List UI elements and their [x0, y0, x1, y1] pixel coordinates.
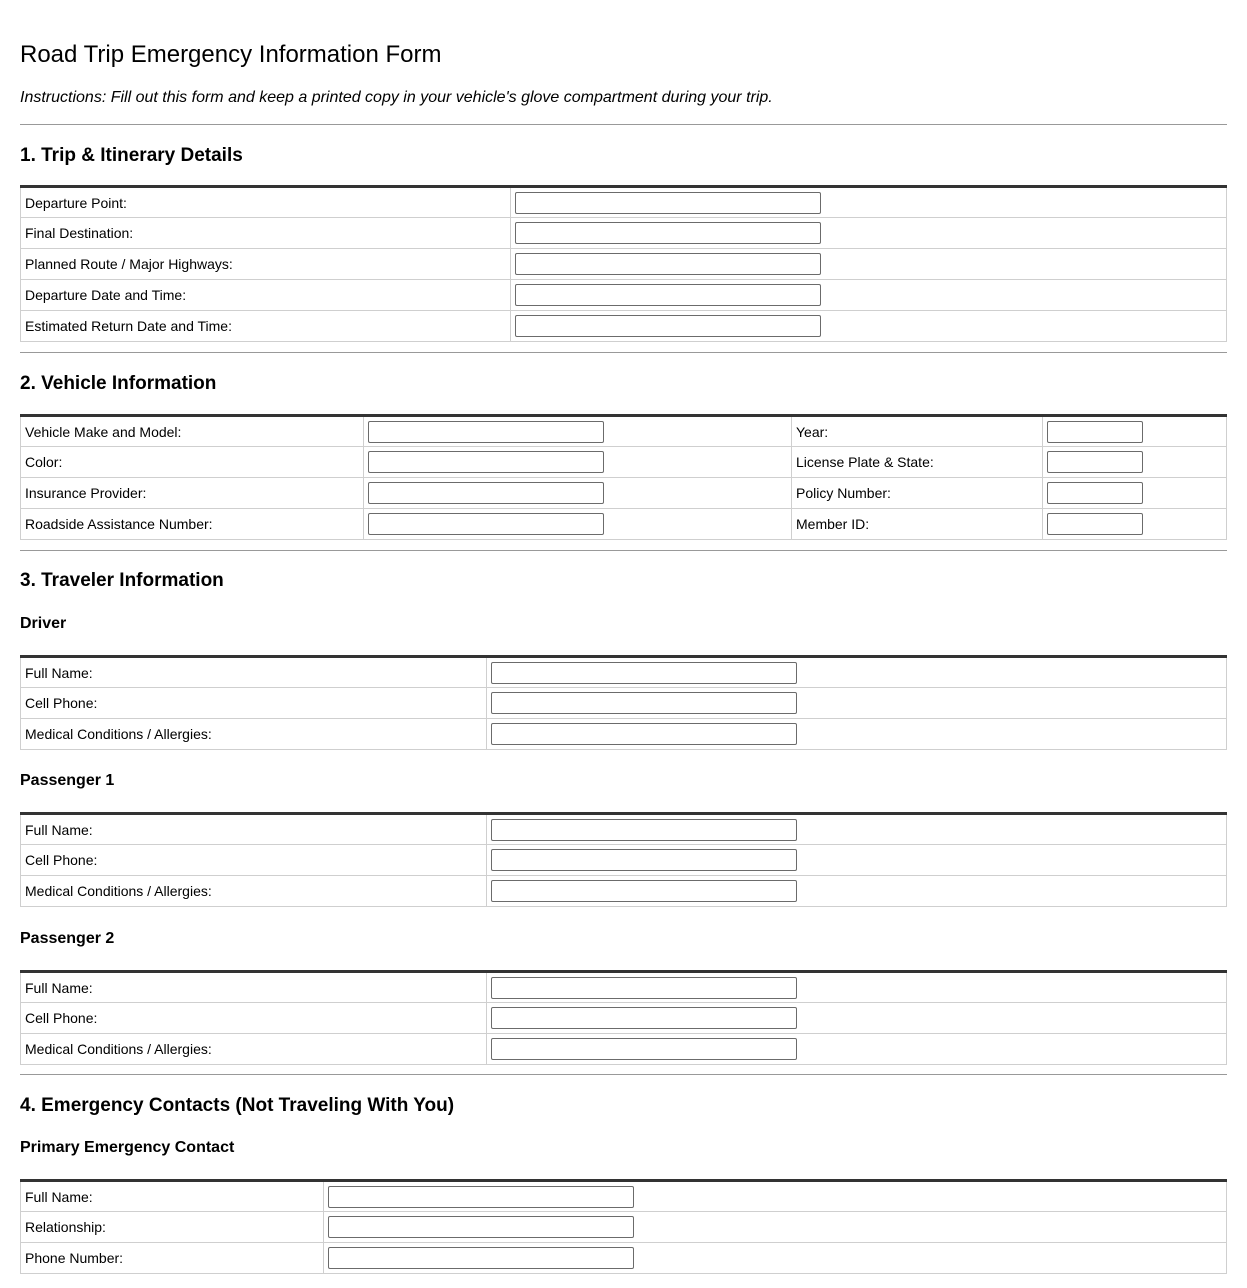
field-cell: [364, 509, 792, 540]
return-datetime-input[interactable]: [515, 315, 821, 337]
contact-relationship-input[interactable]: [328, 1216, 634, 1238]
passenger-2-medical-input[interactable]: [491, 1038, 797, 1060]
field-label: Cell Phone:: [21, 688, 487, 719]
table-row: [21, 719, 1227, 750]
field-cell: [487, 688, 1227, 719]
table-row: [21, 1003, 1227, 1034]
table-row: [21, 447, 1227, 478]
field-label: Color:: [21, 447, 364, 478]
field-label: Medical Conditions / Allergies:: [21, 876, 487, 907]
driver-table: [20, 655, 1227, 750]
field-label: Medical Conditions / Allergies:: [21, 719, 487, 750]
field-cell: [511, 249, 1227, 280]
page-title: Road Trip Emergency Information Form: [20, 41, 442, 68]
field-label: Vehicle Make and Model:: [21, 416, 364, 447]
field-cell: [511, 311, 1227, 342]
table-row: [21, 311, 1227, 342]
field-label: Cell Phone:: [21, 1003, 487, 1034]
table-row: [21, 249, 1227, 280]
subheading-primary-contact: Primary Emergency Contact: [20, 1139, 235, 1156]
field-label: Medical Conditions / Allergies:: [21, 1034, 487, 1065]
field-label: Full Name:: [21, 814, 487, 845]
vehicle-info-table: [20, 414, 1227, 540]
field-cell: [487, 876, 1227, 907]
passenger-2-full-name-input[interactable]: [491, 977, 797, 999]
field-label: Departure Date and Time:: [21, 280, 511, 311]
passenger-2-table: [20, 970, 1227, 1065]
trip-details-table: [20, 185, 1227, 342]
field-label: Member ID:: [792, 509, 1043, 540]
vehicle-year-input[interactable]: [1047, 421, 1143, 443]
passenger-1-medical-input[interactable]: [491, 880, 797, 902]
field-label: Relationship:: [21, 1212, 324, 1243]
table-row: [21, 876, 1227, 907]
divider: [20, 550, 1227, 551]
section-heading-vehicle: 2. Vehicle Information: [20, 373, 217, 394]
insurance-provider-input[interactable]: [368, 482, 604, 504]
field-cell: [487, 845, 1227, 876]
field-cell: [364, 478, 792, 509]
field-label: Estimated Return Date and Time:: [21, 311, 511, 342]
table-row: [21, 218, 1227, 249]
divider: [20, 124, 1227, 125]
departure-point-input[interactable]: [515, 192, 821, 214]
member-id-input[interactable]: [1047, 513, 1143, 535]
contact-full-name-input[interactable]: [328, 1186, 634, 1208]
final-destination-input[interactable]: [515, 222, 821, 244]
field-label: Planned Route / Major Highways:: [21, 249, 511, 280]
subheading-passenger-1: Passenger 1: [20, 772, 115, 789]
field-cell: [487, 1034, 1227, 1065]
table-row: [21, 416, 1227, 447]
subheading-driver: Driver: [20, 615, 67, 632]
section-heading-emergency: 4. Emergency Contacts (Not Traveling With You): [20, 1095, 455, 1116]
driver-cell-phone-input[interactable]: [491, 692, 797, 714]
table-row: [21, 657, 1227, 688]
field-cell: [1043, 447, 1227, 478]
field-cell: [364, 416, 792, 447]
table-row: [21, 1243, 1227, 1274]
table-row: [21, 509, 1227, 540]
driver-full-name-input[interactable]: [491, 662, 797, 684]
passenger-1-full-name-input[interactable]: [491, 819, 797, 841]
field-label: Phone Number:: [21, 1243, 324, 1274]
passenger-2-cell-phone-input[interactable]: [491, 1007, 797, 1029]
section-heading-trip: 1. Trip & Itinerary Details: [20, 145, 243, 166]
field-label: Full Name:: [21, 1181, 324, 1212]
field-cell: [487, 657, 1227, 688]
field-cell: [487, 814, 1227, 845]
table-row: [21, 187, 1227, 218]
field-label: Roadside Assistance Number:: [21, 509, 364, 540]
table-row: [21, 478, 1227, 509]
field-label: Year:: [792, 416, 1043, 447]
field-cell: [324, 1243, 1227, 1274]
primary-contact-table: [20, 1179, 1227, 1274]
field-label: Cell Phone:: [21, 845, 487, 876]
passenger-1-cell-phone-input[interactable]: [491, 849, 797, 871]
field-cell: [1043, 509, 1227, 540]
field-cell: [511, 218, 1227, 249]
policy-number-input[interactable]: [1047, 482, 1143, 504]
field-cell: [1043, 478, 1227, 509]
passenger-1-table: [20, 812, 1227, 907]
contact-phone-input[interactable]: [328, 1247, 634, 1269]
driver-medical-input[interactable]: [491, 723, 797, 745]
license-plate-input[interactable]: [1047, 451, 1143, 473]
instructions-text: Instructions: Fill out this form and keep a printed copy in your vehicle's glove compartment during your trip.: [20, 89, 773, 106]
table-row: [21, 814, 1227, 845]
field-cell: [324, 1212, 1227, 1243]
field-cell: [364, 447, 792, 478]
field-label: Insurance Provider:: [21, 478, 364, 509]
field-cell: [487, 719, 1227, 750]
table-row: [21, 280, 1227, 311]
field-cell: [1043, 416, 1227, 447]
table-row: [21, 688, 1227, 719]
field-cell: [511, 280, 1227, 311]
field-label: Departure Point:: [21, 187, 511, 218]
section-heading-travelers: 3. Traveler Information: [20, 570, 224, 591]
field-cell: [511, 187, 1227, 218]
field-cell: [324, 1181, 1227, 1212]
table-row: [21, 972, 1227, 1003]
table-row: [21, 1212, 1227, 1243]
vehicle-make-model-input[interactable]: [368, 421, 604, 443]
table-row: [21, 845, 1227, 876]
table-row: [21, 1181, 1227, 1212]
field-label: License Plate & State:: [792, 447, 1043, 478]
table-row: [21, 1034, 1227, 1065]
field-label: Full Name:: [21, 972, 487, 1003]
field-cell: [487, 972, 1227, 1003]
divider: [20, 352, 1227, 353]
field-label: Policy Number:: [792, 478, 1043, 509]
divider: [20, 1074, 1227, 1075]
departure-datetime-input[interactable]: [515, 284, 821, 306]
roadside-assistance-input[interactable]: [368, 513, 604, 535]
field-label: Full Name:: [21, 657, 487, 688]
vehicle-color-input[interactable]: [368, 451, 604, 473]
planned-route-input[interactable]: [515, 253, 821, 275]
field-cell: [487, 1003, 1227, 1034]
field-label: Final Destination:: [21, 218, 511, 249]
subheading-passenger-2: Passenger 2: [20, 930, 115, 947]
